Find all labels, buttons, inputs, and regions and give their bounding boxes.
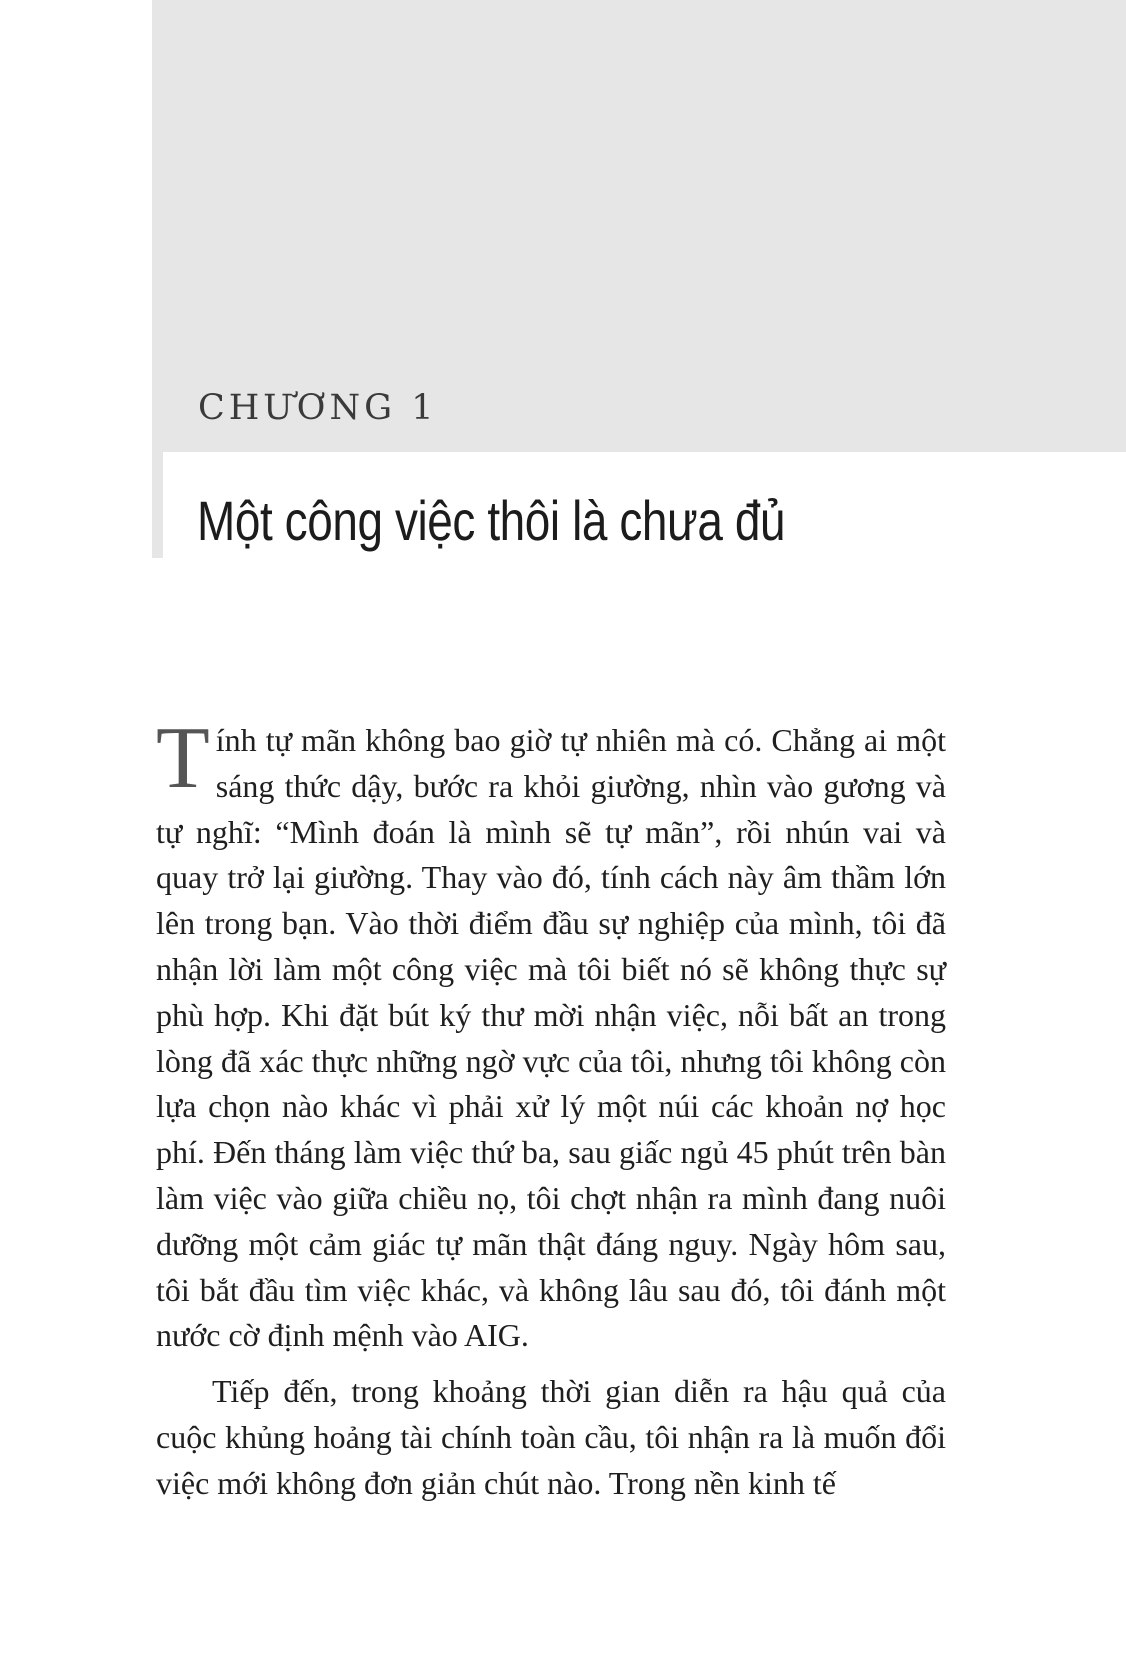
paragraph-1: Tính tự mãn không bao giờ tự nhiên mà có. Chẳng ai một sáng thức dậy, bước ra khỏi giường, nhìn vào gương và tự nghĩ: “Mình đoán là mình sẽ tự mãn”, rồi nhún vai và quay trở lại giường. Thay vào đó, tính cách này âm thầm lớn lên trong bạn. Vào thời điểm đầu sự nghiệp của mình, tôi đã nhận lời làm một công việc mà tôi biết nó sẽ không thực sự phù hợp. Khi đặt bút ký thư mời nhận việc, nỗi bất an trong lòng đã xác thực những ngờ vực của tôi, nhưng tôi không còn lựa chọn nào khác vì phải xử lý một núi các khoản nợ học phí. Đến tháng làm việc thứ ba, sau giấc ngủ 45 phút trên bàn làm việc vào giữa chiều nọ, tôi chợt nhận ra mình đang nuôi dưỡng một cảm giác tự mãn thật đáng nguy. Ngày hôm sau, tôi bắt đầu tìm việc khác, và không lâu sau đó, tôi đánh một nước cờ định mệnh vào AIG. (156, 710, 946, 1354)
body-text (156, 710, 946, 1507)
paragraph-2: Tiếp đến, trong khoảng thời gian diễn ra hậu quả của cuộc khủng hoảng tài chính toàn cầu, tôi nhận ra là muốn đổi việc mới không đơn giản chút nào. Trong nền kinh tế (156, 1373, 946, 1501)
chapter-label: CHƯƠNG 1 (198, 388, 438, 428)
title-accent-rule (152, 452, 163, 558)
chapter-header-background (152, 0, 1126, 452)
chapter-title: Một công việc thôi là chưa đủ (197, 489, 786, 552)
